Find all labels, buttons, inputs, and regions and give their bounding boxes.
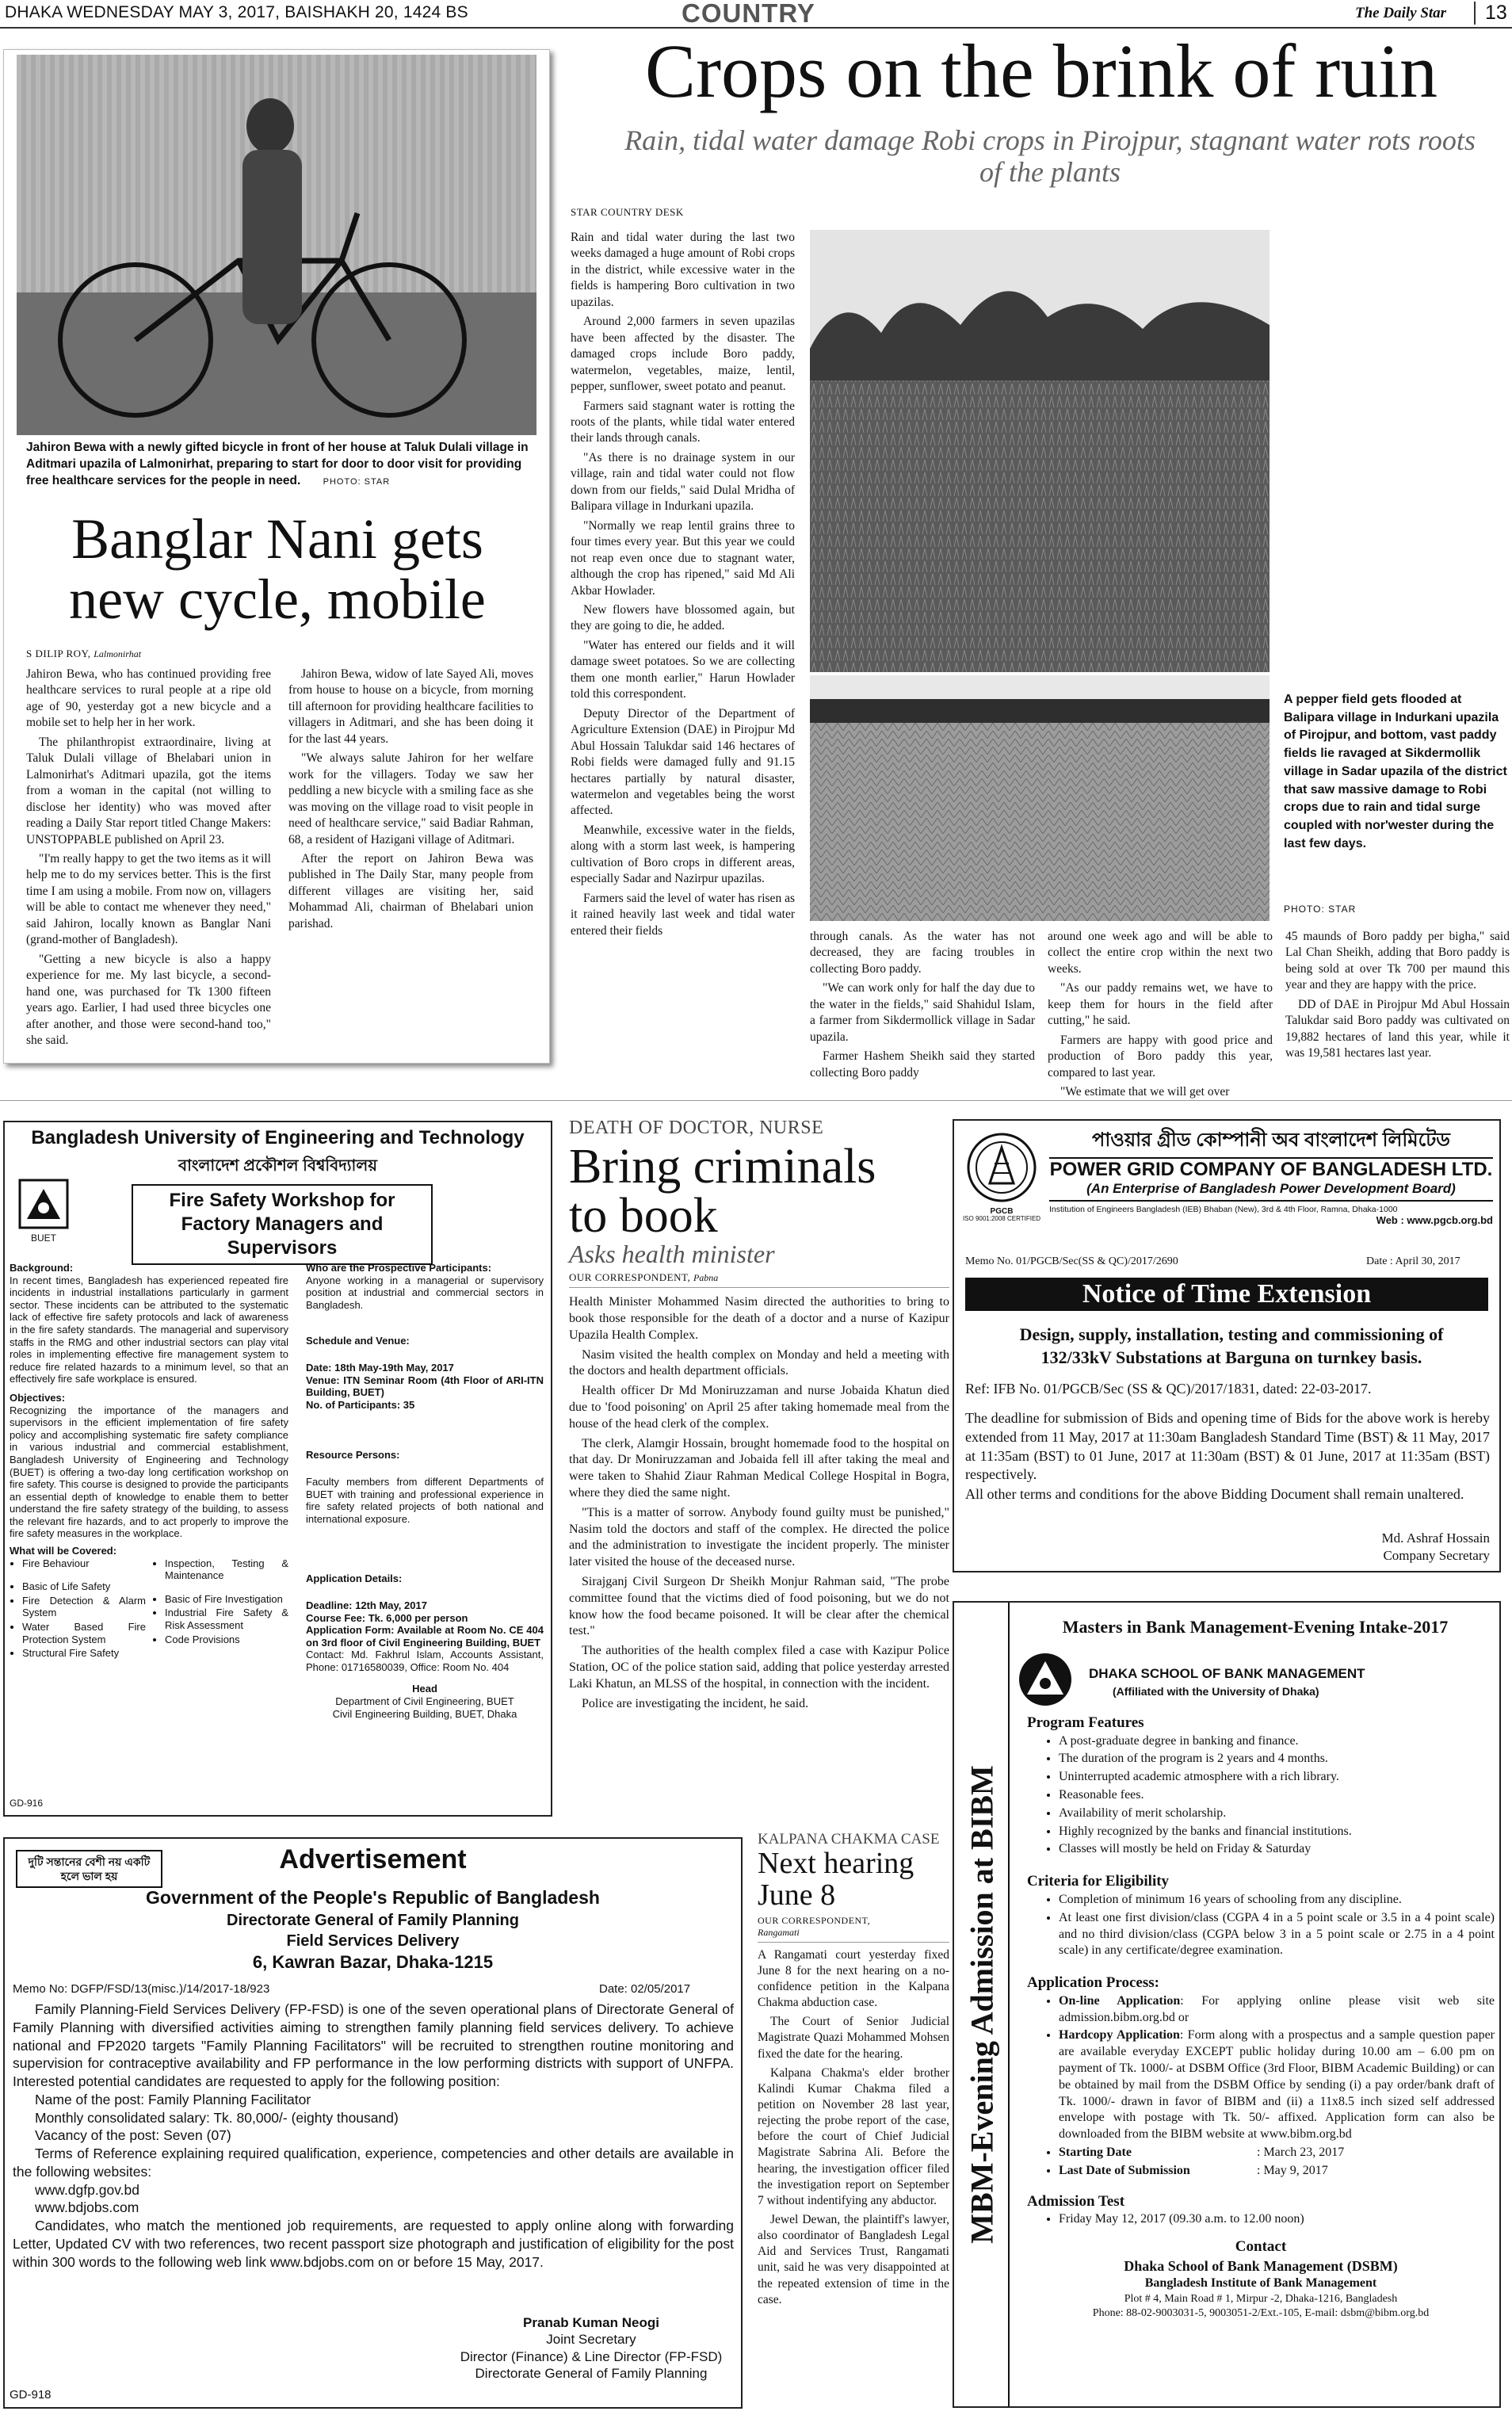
dgfp-sig-1: Joint Secretary [546, 2332, 636, 2348]
bibm-contact [1027, 2237, 1495, 2321]
dgfp-addr: 6, Kawran Bazar, Dhaka-1215 [252, 1951, 494, 1972]
buet-covered-item: • Structural Fire Safety [22, 1647, 146, 1660]
page-number: 13 [1474, 2, 1507, 25]
pgcb-memo: Memo No. 01/PGCB/Sec(SS & QC)/2017/2690 [965, 1255, 1178, 1267]
pgcb-enterprise: (An Enterprise of Bangladesh Power Development Board) [1049, 1181, 1493, 1202]
doctor-article [569, 1118, 949, 1815]
buet-code: GD-916 [10, 1798, 44, 1809]
bibm-feature-item: • Classes will mostly be held on Friday & Saturday [1059, 1841, 1495, 1858]
bibm-start-label: Starting Date [1059, 2146, 1132, 2159]
dgfp-slogan: দুটি সন্তানের বেশী নয় একটি হলে ভাল হয় [16, 1850, 162, 1888]
bibm-online-text: : For applying online please visit web site admission.bibm.org.bd or [1059, 1993, 1495, 2024]
buet-res-text: Faculty members from different Departments of BUET with training and professional experience in fire safety related projects of both national and international exposure. [306, 1475, 544, 1525]
nani-photo [17, 55, 536, 435]
bibm-feature-item: • Availability of merit scholarship. [1059, 1806, 1495, 1822]
buet-title: Bangladesh University of Engineering and Technology [31, 1127, 525, 1148]
pgcb-bn-name: পাওয়ার গ্রীড কোম্পানী অব বাংলাদেশ লিমিটেড [1092, 1129, 1450, 1151]
nani-photo-credit: PHOTO: STAR [323, 476, 391, 487]
dgfp-code: GD-918 [10, 2388, 52, 2402]
nani-para: Jahiron Bewa, widow of late Sayed Ali, moves from house to house on a bicycle, from morning till afternoon for providing healthcare facilities to villagers in Aditmari, and she has been doing it for the last 44 years. [288, 667, 533, 746]
buet-left-col [10, 1262, 288, 1661]
nani-para: After the report on Jahiron Bewa was published in The Daily Star, many people from different villages are visiting her, said Mohammad Ali, chairman of Bhelabari union parishad. [288, 851, 533, 930]
kalpana-byline-name: OUR CORRESPONDENT, [758, 1914, 871, 1926]
bibm-title: Masters in Bank Management-Evening Intake-2017 [1062, 1617, 1449, 1637]
crops-para: Deputy Director of the Department of Agriculture Extension (DAE) in Pirojpur Md Abul Hossain Talukdar said 146 hectares of Robi fields were damaged fully and 91.15 hectares partially by natural disaster, watermelon and vegetables being the worst affected. [571, 706, 795, 818]
pgcb-ref: Ref: IFB No. 01/PGCB/Sec (SS & QC)/2017/1831, dated: 22-03-2017. [965, 1381, 1372, 1397]
bibm-logo-icon [1018, 1652, 1073, 1707]
nani-headline-line2: new cycle, mobile [69, 567, 486, 631]
buet-covered-item: • Inspection, Testing & Maintenance [165, 1557, 288, 1582]
buet-title-bn: বাংলাদেশ প্রকৌশল বিশ্ববিদ্যালয় [178, 1157, 378, 1175]
buet-covered-list [10, 1557, 288, 1661]
dgfp-web2[interactable]: www.bdjobs.com [35, 2199, 139, 2216]
bibm-contact-1: Dhaka School of Bank Management (DSBM) [1124, 2257, 1398, 2274]
dgfp-title: Advertisement [279, 1844, 467, 1874]
kalpana-kicker: KALPANA CHAKMA CASE [758, 1831, 940, 1848]
crops-headline: Crops on the brink of ruin [645, 29, 1438, 113]
header-section: COUNTRY [682, 0, 815, 28]
bibm-side-band [954, 1603, 1010, 2406]
doctor-byline-name: OUR CORRESPONDENT, [569, 1271, 691, 1284]
dgfp-body [13, 2000, 734, 2271]
buet-form: Application Form: Available at Room No. CE 404 on 3rd floor of Civil Engineering Building, BUET [306, 1624, 544, 1649]
doctor-body [569, 1287, 949, 1712]
pgcb-name-block [1049, 1125, 1493, 1226]
buet-fee: Course Fee: Tk. 6,000 per person [306, 1611, 468, 1624]
kalpana-headline-line1: Next hearing [758, 1847, 914, 1880]
buet-obj-text: Recognizing the importance of the managers and supervisors in the efficient implementation of fire safety policy and accomplishing systematic fire safety compliance in various industrial and commercial establishment, Bangladesh University of Engineering and Technology (BUET) is offering a two-day long certification workshop on fire safety. This course is designed to provide the participants an essential depth of knowledge to enable them to better understand the fire safety strategy of the building, to assess the relevant fire hazards, and to act properly to improve the fire safety measures in the workplace. [10, 1404, 288, 1540]
crops-para: Farmers said the level of water has risen as it rained heavily last week and tidal water entered their fields [571, 891, 795, 938]
bicycle-photo-illustration [17, 55, 536, 435]
buet-covered-heading: What will be Covered: [10, 1545, 117, 1557]
crops-para: Rain and tidal water during the last two weeks damaged a huge amount of Robi crops in the district, while excessive water in the fields is hampering Boro cultivation in two upazilas. [571, 231, 795, 309]
buet-sched-heading: Schedule and Venue: [306, 1335, 410, 1347]
kalpana-article [758, 1831, 949, 2409]
buet-logo-icon [17, 1178, 70, 1230]
buet-workshop-title: Fire Safety Workshop for Factory Managers and Supervisors [132, 1184, 433, 1265]
doctor-headline-line1: Bring criminals [569, 1140, 876, 1194]
dgfp-salary: Monthly consolidated salary: Tk. 80,000/- (eighty thousand) [35, 2109, 399, 2126]
buet-bg-text: In recent times, Bangladesh has experienced repeated fire incidents in industrial installations particularly in garment sector. These incidents can be attributed to the systematic lack of effective fire safety protocols and lack of awareness in the fire safety standards. The managerial and supervisory staffs in the RMG and other industrial sectors can play vital roles in implementing effective fire management system to reduce fire related hazards to a minimum level, so that an effectively fire safe workplace is ensured. [10, 1274, 288, 1385]
nani-para: "We always salute Jahiron for her welfare work for the villagers. Today we saw her peddling a new bicycle with a smiling face as she was moving on the village road to visit people in need of healthcare service," said Badiar Rahman, 68, a resident of Hazigani village of Aditmari. [288, 751, 533, 846]
buet-bldg: Civil Engineering Building, BUET, Dhaka [332, 1707, 517, 1720]
buet-covered-item: • Basic of Fire Investigation [165, 1593, 288, 1606]
bibm-proc-online [1059, 1993, 1495, 2027]
crops-col4 [1285, 929, 1510, 1087]
dgfp-gov: Government of the People's Republic of Bangladesh [146, 1887, 600, 1908]
doctor-headline [569, 1140, 949, 1243]
buet-covered-item: • Code Provisions [165, 1634, 288, 1646]
bibm-feature-item: • Highly recognized by the banks and financial institutions. [1059, 1824, 1495, 1840]
bibm-test-heading: Admission Test [1027, 2192, 1125, 2210]
crops-para: 45 maunds of Boro paddy per bigha," said Lal Chan Sheikh, adding that Boro paddy is being sold at over Tk 700 per maund this year and they are happy with the price. [1285, 930, 1510, 992]
bibm-proc-heading: Application Process: [1027, 1974, 1159, 1992]
doctor-headline-line2: to book [569, 1189, 718, 1243]
pgcb-name: POWER GRID COMPANY OF BANGLADESH LTD. [1049, 1159, 1493, 1180]
bibm-proc-list [1027, 1993, 1495, 2180]
nani-article [3, 49, 550, 1064]
crops-para: Meanwhile, excessive water in the fields, along with a storm last week, is hampering cultivation of Boro crops in different areas, especially Sadar and Nazirpur upazilas. [571, 823, 795, 886]
masthead-logo: The Daily Star [1355, 5, 1447, 21]
dgfp-headings [5, 1886, 741, 1974]
dgfp-dir: Directorate General of Family Planning [227, 1911, 519, 1929]
doctor-byline-place: Pabna [693, 1272, 719, 1284]
buet-logo [16, 1178, 71, 1249]
bibm-ad [953, 1601, 1501, 2408]
crops-para: "We can work only for half the day due to the water in the fields," said Shahidul Islam, a farmer from Sikdermollick village in Sadar upazila. [810, 981, 1035, 1044]
crops-para: Farmer Hashem Sheikh said they started collecting Boro paddy [810, 1049, 1035, 1079]
crops-para: "As our paddy remains wet, we have to keep them for hours in the field after cutting," he said. [1048, 981, 1273, 1028]
crops-photo-top [810, 230, 1270, 672]
buet-who-text: Anyone working in a managerial or supervisory position at industrial and commercial sectors in Bangladesh. [306, 1274, 544, 1311]
dgfp-sig-2: Director (Finance) & Line Director (FP-FSD) [460, 2348, 723, 2364]
buet-app-heading: Application Details: [306, 1572, 403, 1585]
bibm-test-list [1027, 2211, 1495, 2228]
doctor-para: Health officer Dr Md Moniruzzaman and nurse Jobaida Khatun died due to 'food poisoning' on April 25 after taking homemade meal from the house of the head clerk of the complex. [569, 1384, 949, 1431]
crops-para: Farmers are happy with good price and production of Boro paddy this year, compared to last year. [1048, 1033, 1273, 1079]
crops-para: "Water has entered our fields and it will damage sweet potatoes. So we are collecting them one month earlier," Harun Howlader told this correspondent. [571, 638, 795, 701]
buet-head: Head [412, 1683, 437, 1695]
buet-covered-item: • Basic of Life Safety [22, 1580, 146, 1593]
bibm-features-list [1027, 1733, 1495, 1859]
bibm-contact-3: Plot # 4, Main Road # 1, Mirpur -2, Dhaka-1216, Bangladesh [1124, 2292, 1398, 2305]
bibm-feature-item: • Uninterrupted academic atmosphere with a rich library. [1059, 1769, 1495, 1786]
buet-obj-heading: Objectives: [10, 1391, 66, 1404]
pgcb-body: The deadline for submission of Bids and opening time of Bids for the above work is hereby extended from 11 May, 2017 at 11:30am Bangladesh Standard Time (BST) & 11 May, 2017 at 11:35am (BST) to 01 June, 2017 at 11:30am (BST) & 01 June, 2017 at 11:35am (BST) respectively. [965, 1410, 1490, 1483]
crops-col1 [571, 230, 795, 1086]
bibm-feature-item: • A post-graduate degree in banking and finance. [1059, 1733, 1495, 1750]
buet-covered-item: • Water Based Fire Protection System [22, 1621, 146, 1645]
nani-para: "I'm really happy to get the two items as it will help me to do my services better. This is the first time I am using a mobile. From now on, villagers will be able to contact me whenever they need," said Jahiron, locally known as Banglar Nani (grand-mother of Bangladesh). [26, 851, 271, 947]
pgcb-other: All other terms and conditions for the above Bidding Document shall remain unaltered. [965, 1486, 1464, 1502]
crops-para: New flowers have blossomed again, but they are going to die, he added. [571, 602, 795, 633]
dgfp-sig-name: Pranab Kuman Neogi [523, 2315, 659, 2330]
doctor-byline [569, 1271, 949, 1284]
buet-right-col [306, 1262, 544, 1720]
kalpana-headline-line2: June 8 [758, 1878, 836, 1912]
buet-logo-text: BUET [30, 1232, 56, 1244]
bibm-elig-list [1027, 1892, 1495, 1959]
pgcb-ad [953, 1119, 1501, 1572]
doctor-para: Health Minister Mohammed Nasim directed the authorities to bring to book those responsible for the death of a doctor and a nurse of Kazipur Upazila Health Complex. [569, 1295, 949, 1342]
kalpana-byline-place: Rangamati [758, 1926, 800, 1938]
nani-para: The philanthropist extraordinaire, living at Taluk Dulali village of Bhelabari union in Lalmonirhat's Aditmari upazila, got the items from a woman in the capital (not willing to disclose her identity) who was moved after reading a Daily Star report titled Change Makers: UNSTOPPABLE published on April 23. [26, 735, 271, 846]
bibm-features-heading: Program Features [1027, 1714, 1144, 1731]
crops-caption: A pepper field gets flooded at Balipara village in Indurkani upazila of Pirojpur, and bottom, vast paddy fields lie ravaged at Sikdermollik village in Sadar upazila of the district that saw massive damage to Robi crops due to rain and tidal surge coupled with nor'wester during the last few days. [1284, 693, 1507, 850]
nani-headline [4, 507, 551, 631]
bibm-online-label: On-line Application [1059, 1993, 1181, 2008]
pgcb-sig-title: Company Secretary [1383, 1548, 1490, 1564]
bibm-feature-item: • The duration of the program is 2 years and 4 months. [1059, 1751, 1495, 1767]
buet-deadline: Deadline: 12th May, 2017 [306, 1599, 427, 1611]
doctor-para: The authorities of the health complex filed a case with Kazipur Police Station, OC of the police station said, adding that police yesterday arrested Laki Khatun, an MLSS of the hospital, in connection with the incident. [569, 1644, 949, 1691]
crops-subhead: Rain, tidal water damage Robi crops in Pirojpur, stagnant water rots roots of the plants [624, 124, 1476, 188]
section-divider [0, 1100, 1512, 1101]
bibm-elig-item: • At least one first division/class (CGPA 4 in a 5 point scale or 3.5 in a 4 point scale) and no third division/class (CGPA below 3 in a 5 point scale or 2.75 in a 4 point scale) in any certificate/degree examination. [1059, 1910, 1495, 1959]
doctor-para: "This is a matter of sorrow. Anybody found guilty must be punished," Nasim told the doctors and staff of the complex. He directed the police and the administration to investigate the incident properly. The minister later visited the house of the deceased nurse. [569, 1505, 949, 1569]
pgcb-notice: Notice of Time Extension [965, 1278, 1488, 1311]
buet-ad [3, 1121, 552, 1817]
doctor-para: Police are investigating the incident, he said. [582, 1696, 809, 1710]
bibm-hard-text: : Form along with a prospectus and a sample question paper are available everyday EXCEPT public holiday during 10.00 am – 6.00 pm on payment of Tk. 1000/- at DSBM Office (3rd Floor, BIBM Academic Building) or can be obtained by mail from the DSBM Office by sending (i) a pay order/bank draft of Tk. 1000/- drawn in favor of BIBM and (ii) a 11x8.5 inch sized self addressed envelope with postage with Tk. 50/- affixed. Application form can also be downloaded from the BIBM website at www.bibm.org.bd [1059, 2028, 1495, 2142]
bibm-school: DHAKA SCHOOL OF BANK MANAGEMENT [1089, 1666, 1365, 1681]
bibm-body [1027, 1714, 1495, 2321]
nani-caption [26, 440, 533, 490]
bibm-contact-heading: Contact [1235, 2238, 1287, 2256]
crops-photo-bottom [810, 675, 1270, 921]
pgcb-signature [1287, 1530, 1490, 1565]
pgcb-logo [962, 1132, 1041, 1223]
nani-para: Jahiron Bewa, who has continued providing free healthcare services to rural people at a ripe old age of 90, yesterday got a new bicycle and a mobile set to help her in her work. [26, 667, 271, 730]
buet-date: Date: 18th May-19th May, 2017 [306, 1361, 454, 1374]
bibm-logo [1018, 1652, 1073, 1707]
buet-covered-item: • Fire Behaviour [22, 1557, 146, 1570]
dgfp-ad [3, 1837, 743, 2409]
dgfp-fsd: Field Services Delivery [286, 1932, 460, 1950]
kalpana-byline [758, 1915, 949, 1939]
buet-res-heading: Resource Persons: [306, 1449, 400, 1462]
pgcb-logo-text: PGCB [990, 1207, 1014, 1216]
crops-para: "We estimate that we will get over [1060, 1085, 1230, 1099]
page-header [0, 0, 1512, 29]
bibm-elig-item: • Completion of minimum 16 years of schooling from any discipline. [1059, 1892, 1495, 1909]
crops-desk: STAR COUNTRY DESK [571, 206, 684, 218]
dgfp-memo: Memo No: DGFP/FSD/13(misc.)/14/2017-18/923 [13, 1982, 270, 1996]
buet-covered-item: • Fire Detection & Alarm System [22, 1595, 146, 1619]
bibm-proc-hard [1059, 2027, 1495, 2143]
doctor-subhead: Asks health minister [569, 1240, 775, 1268]
pgcb-web[interactable]: Web : www.pgcb.org.bd [1376, 1214, 1493, 1226]
bibm-hard-label: Hardcopy Application [1059, 2028, 1180, 2042]
buet-contact: Contact: Md. Fakhrul Islam, Accounts Assistant, Phone: 01716580039, Office: Room No. 404 [306, 1649, 544, 1673]
kalpana-para: The Court of Senior Judicial Magistrate Quazi Mohammed Mohsen fixed the date for the hearing. [758, 2015, 949, 2061]
bibm-last-value: : May 9, 2017 [1257, 2163, 1328, 2177]
crops-photo-credit: PHOTO: STAR [1284, 904, 1357, 915]
dgfp-sig-3: Directorate General of Family Planning [475, 2365, 708, 2381]
header-date: DHAKA WEDNESDAY MAY 3, 2017, BAISHAKH 20, 1424 BS [5, 3, 468, 21]
crops-para: "Normally we reap lentil grains three to four times every year. But this year we could not reap even once due to stagnant water, although the crop has ripened," said Md Ali Akbar Howlader. [571, 518, 795, 598]
crops-para: around one week ago and will be able to collect the entire crop within the next two weeks. [1048, 930, 1273, 976]
crops-para: through canals. As the water has not decreased, they are facing troubles in collecting Boro paddy. [810, 930, 1035, 976]
nani-headline-line1: Banglar Nani gets [71, 507, 483, 571]
dgfp-p1: Family Planning-Field Services Delivery (FP-FSD) is one of the seven operational plans of Directorate General of Family Planning with diversified activities aiming to strengthen family planning field services delivery. To achieve national and FP2020 targets "Family Planning Facilitators" will be recruited to strengthen routine monitoring and supervision for contraceptive availability and FP performance in the low performing districts with support of UNFPA. Interested potential candidates are requested to apply for the following position: [13, 2001, 734, 2089]
bibm-affil: (Affiliated with the University of Dhaka) [1113, 1685, 1319, 1698]
crops-para: Farmers said stagnant water is rotting the roots of the plants, while tidal water entered their lands through canals. [571, 399, 795, 445]
bibm-contact-2: Bangladesh Institute of Bank Management [1144, 2276, 1377, 2291]
pgcb-date: Date : April 30, 2017 [1366, 1255, 1460, 1267]
nani-byline-place: Lalmonirhat [94, 648, 142, 659]
doctor-para: Nasim visited the health complex on Monday and held a meeting with the doctors and health department officials. [569, 1347, 949, 1378]
dgfp-web1[interactable]: www.dgfp.gov.bd [35, 2181, 139, 2198]
nani-byline-name: S DILIP ROY, [26, 648, 91, 659]
nani-body [26, 667, 533, 1055]
bibm-start-value: : March 23, 2017 [1257, 2146, 1345, 2159]
dgfp-date: Date: 02/05/2017 [599, 1982, 691, 1996]
nani-byline [26, 648, 141, 660]
nani-para: "Getting a new bicycle is also a happy experience for me. My last bicycle, a second-hand one, was purchased for Tk 1300 fifteen years ago. Earlier, I had used three bicycles one after another, and those were second-hand too," she said. [26, 952, 271, 1047]
kalpana-body [758, 1942, 949, 2308]
bibm-feature-item: • Reasonable fees. [1059, 1787, 1495, 1804]
doctor-para: The clerk, Alamgir Hossain, brought homemade food to the hospital on that day. Dr Moniruzzaman and Jobaida fell ill after taking the meal and were taken to Shahid Ziaur Rahman Medical College Hospital in Bogra, where they died the same night. [569, 1436, 949, 1500]
dgfp-tor: Terms of Reference explaining required qualification, experience, competencies and other details are available in the following websites: [13, 2146, 734, 2180]
crops-para: DD of DAE in Pirojpur Md Abul Hossain Talukdar said Boro paddy was cultivated on 19,882 hectares of land this year, while it was 19,581 hectares last year. [1285, 997, 1510, 1060]
bibm-proc-last [1059, 2163, 1495, 2180]
bibm-last-label: Last Date of Submission [1059, 2163, 1190, 2177]
dgfp-signature [449, 2314, 734, 2382]
kalpana-headline [758, 1848, 949, 1912]
crops-col3 [1048, 929, 1273, 1099]
kalpana-para: A Rangamati court yesterday fixed June 8 for the next hearing on a no-confidence petition in the Kalpana Chakma abduction case. [758, 1947, 949, 2010]
buet-participants: No. of Participants: 35 [306, 1398, 415, 1411]
crops-para: "As there is no drainage system in our village, rain and tidal water could not flow down from our fields," said Dulal Mridha of Balipara village in Indurkani upazila. [571, 450, 795, 514]
pgcb-logo-icon [966, 1132, 1037, 1203]
dgfp-vacancy: Vacancy of the post: Seven (07) [35, 2127, 231, 2144]
bibm-elig-heading: Criteria for Eligibility [1027, 1873, 1170, 1890]
dgfp-post: Name of the post: Family Planning Facilitator [35, 2091, 311, 2107]
nani-caption-text: Jahiron Bewa with a newly gifted bicycle in front of her house at Taluk Dulali village in Aditmari upazila of Lalmonirhat, preparing to start for door to door visit for providing free healthcare services for the people in need. [26, 441, 529, 487]
buet-bg-heading: Background: [10, 1262, 74, 1274]
pgcb-iso: ISO 9001:2008 CERTIFIED [962, 1215, 1041, 1222]
dgfp-p2: Candidates, who match the mentioned job requirements, are requested to apply online along with forwarding Letter, Updated CV with two references, two recent passport size photograph and justification of eligibility for the post within 300 words to the following web link www.bdjobs.com on or before 15 May, 2017. [13, 2218, 734, 2270]
bibm-side-text: MBM-Evening Admission at BIBM [964, 1765, 1000, 2244]
pgcb-address: Institution of Engineers Bangladesh (IEB) Bhaban (New), 3rd & 4th Floor, Ramna, Dhaka-1000 [1049, 1205, 1398, 1214]
buet-dept: Department of Civil Engineering, BUET [335, 1695, 514, 1708]
kalpana-para: Kalpana Chakma's elder brother Kalindi Kumar Chakma filed a petition on November 28 last year, rejecting the probe report of the case, before the court of Chief Judicial Magistrate Sabrina Ali. Before the hearing, the investigation officer filed the investigation report on September 7 without indentifying any abductor. [758, 2065, 949, 2207]
pgcb-sig-name: Md. Ashraf Hossain [1381, 1530, 1490, 1546]
pgcb-subject: Design, supply, installation, testing and commissioning of 132/33kV Substations at Barguna on turnkey basis. [1019, 1324, 1444, 1367]
pepper-field-illustration [810, 230, 1270, 672]
crops-para: Around 2,000 farmers in seven upazilas have been affected by the disaster. The damaged crops include Boro paddy, watermelon, vegetables, maize, lentil, pepper, sunflower, sweet potato and peanut. [571, 315, 795, 394]
bibm-proc-start [1059, 2145, 1495, 2161]
bibm-contact-4[interactable]: Phone: 88-02-9003031-5, 9003051-2/Ext.-105, E-mail: dsbm@bibm.org.bd [1092, 2307, 1430, 2320]
buet-covered-item: • Industrial Fire Safety & Risk Assessment [165, 1607, 288, 1631]
paddy-field-illustration [810, 675, 1270, 921]
kalpana-para: Jewel Dewan, the plaintiff's lawyer, also coordinator of Bangladesh Legal Aid and Services Trust, Rangamati unit, said he was very disappointed at the repeated extension of time in the case. [758, 2213, 949, 2306]
crops-col2 [810, 929, 1035, 1087]
buet-who-heading: Who are the Prospective Participants: [306, 1262, 492, 1274]
buet-venue: Venue: ITN Seminar Room (4th Floor of ARI-ITN Building, BUET) [306, 1374, 544, 1399]
doctor-kicker: DEATH OF DOCTOR, NURSE [569, 1118, 824, 1138]
doctor-para: Sirajganj Civil Surgeon Dr Sheikh Monjur Rahman said, "The probe committee found that the victims died of food poisoning, but we do not know how the food became poisoned. It will be clear after the chemical test." [569, 1574, 949, 1638]
bibm-test-item: • Friday May 12, 2017 (09.30 a.m. to 12.00 noon) [1059, 2211, 1495, 2228]
